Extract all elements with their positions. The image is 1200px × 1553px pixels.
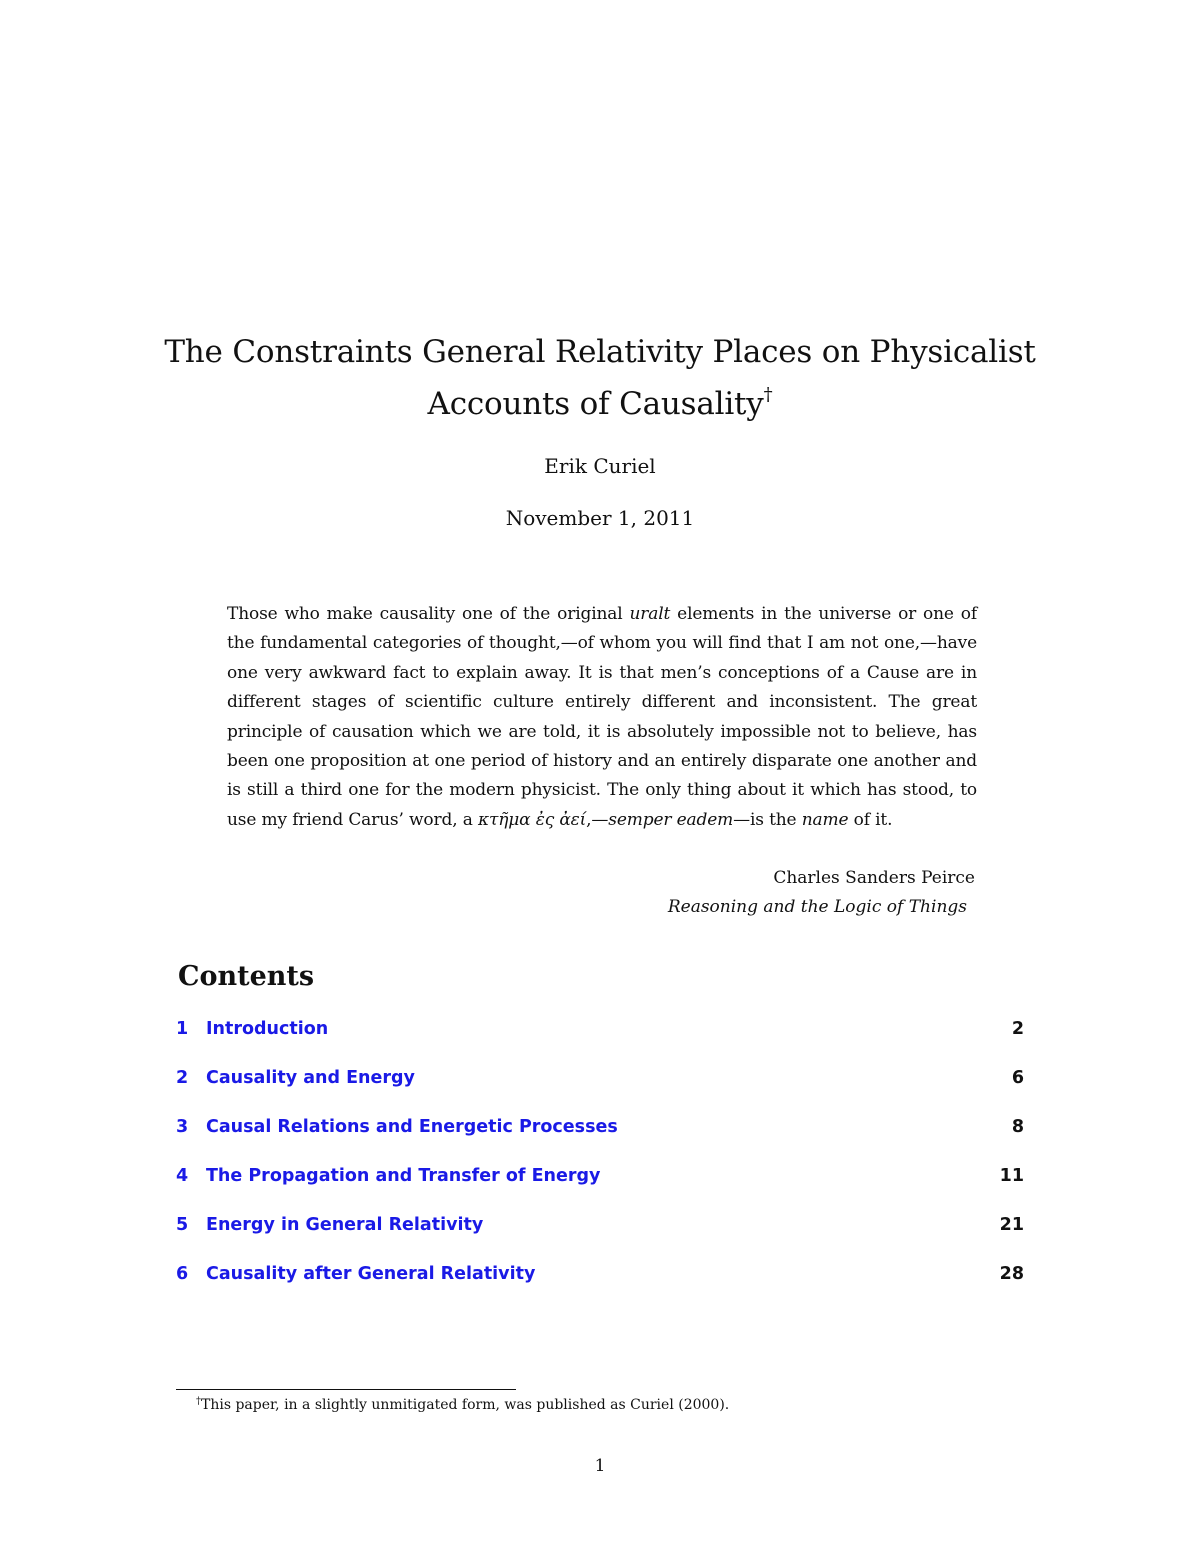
toc-entry-number[interactable]: 3 [176,1117,189,1137]
toc-entry-page: 21 [999,1215,1024,1235]
footnote-mark: † [196,1396,201,1407]
toc-entry-number[interactable]: 4 [176,1166,189,1186]
footnote-rule [176,1389,516,1390]
toc-entry-page: 28 [999,1264,1024,1284]
toc-entry-number[interactable]: 5 [176,1215,189,1235]
toc-entry-introduction[interactable] [176,1012,1024,1061]
toc-entry-propagation-of-energy[interactable] [176,1159,1024,1208]
toc-entry-link[interactable]: Causality after General Relativity [206,1264,536,1284]
epigraph-quote [227,600,977,835]
epigraph-italic-name: name [801,809,849,830]
toc-entry-link[interactable]: Introduction [206,1019,329,1039]
toc-entry-number[interactable]: 6 [176,1264,189,1284]
footnote-text: This paper, in a slightly unmitigated form, was published as Curiel (2000). [201,1397,730,1413]
epigraph-greek: κτῆμα ἐς ἀεί [477,809,587,830]
epigraph-text-2: elements in the universe or one of the fundamental categories of thought,—of whom you will find that I am not one,—have one very awkward fact to explain away. It is that men’s conceptions of a Cause are in different stages of scientific culture entirely different and inconsistent. The great principle of causation which we are told, it is absolutely impossible not to believe, has been one proposition at one period of history and an entirely disparate one another and is still a third one for the modern physicist. The only thing about it which has stood, to use my friend Carus’ word, a [227,604,977,830]
toc-entry-causal-relations[interactable] [176,1110,1024,1159]
toc-entry-link[interactable]: Causality and Energy [206,1068,415,1088]
title-line-1: The Constraints General Relativity Places on Physicalist [164,334,1036,370]
toc-entry-link[interactable]: Energy in General Relativity [206,1215,484,1235]
footnote [196,1394,729,1416]
paper-title [100,326,1100,430]
epigraph-work: Reasoning and the Logic of Things [667,897,967,917]
contents-heading: Contents [178,961,315,992]
toc-entry-number[interactable]: 2 [176,1068,189,1088]
publication-date: November 1, 2011 [505,506,695,530]
epigraph-attribution [560,864,975,922]
epigraph-text-5: of it. [848,809,893,830]
epigraph-text-3: ,— [586,809,609,830]
toc-entry-page: 2 [1011,1019,1024,1039]
epigraph-author: Charles Sanders Peirce [773,868,975,888]
author-name: Erik Curiel [544,454,656,478]
epigraph-italic-uralt: uralt [629,604,671,624]
toc-entry-link[interactable]: The Propagation and Transfer of Energy [206,1166,601,1186]
epigraph-text-1: Those who make causality one of the original [227,604,630,624]
title-line-2: Accounts of Causality [427,386,764,422]
toc-entry-causality-after-gr[interactable] [176,1257,1024,1306]
toc-entry-page: 8 [1011,1117,1024,1137]
epigraph-text-4: —is the [733,809,802,830]
toc-entry-energy-in-gr[interactable] [176,1208,1024,1257]
page-number: 1 [594,1456,606,1476]
toc-entry-page: 11 [999,1166,1024,1186]
toc-entry-causality-and-energy[interactable] [176,1061,1024,1110]
epigraph-italic-semper: semper eadem [608,809,734,830]
toc-entry-page: 6 [1011,1068,1024,1088]
toc-entry-number[interactable]: 1 [176,1019,189,1039]
toc-entry-link[interactable]: Causal Relations and Energetic Processes [206,1117,618,1137]
table-of-contents [176,1012,1024,1306]
title-footnote-mark[interactable]: † [763,384,773,405]
